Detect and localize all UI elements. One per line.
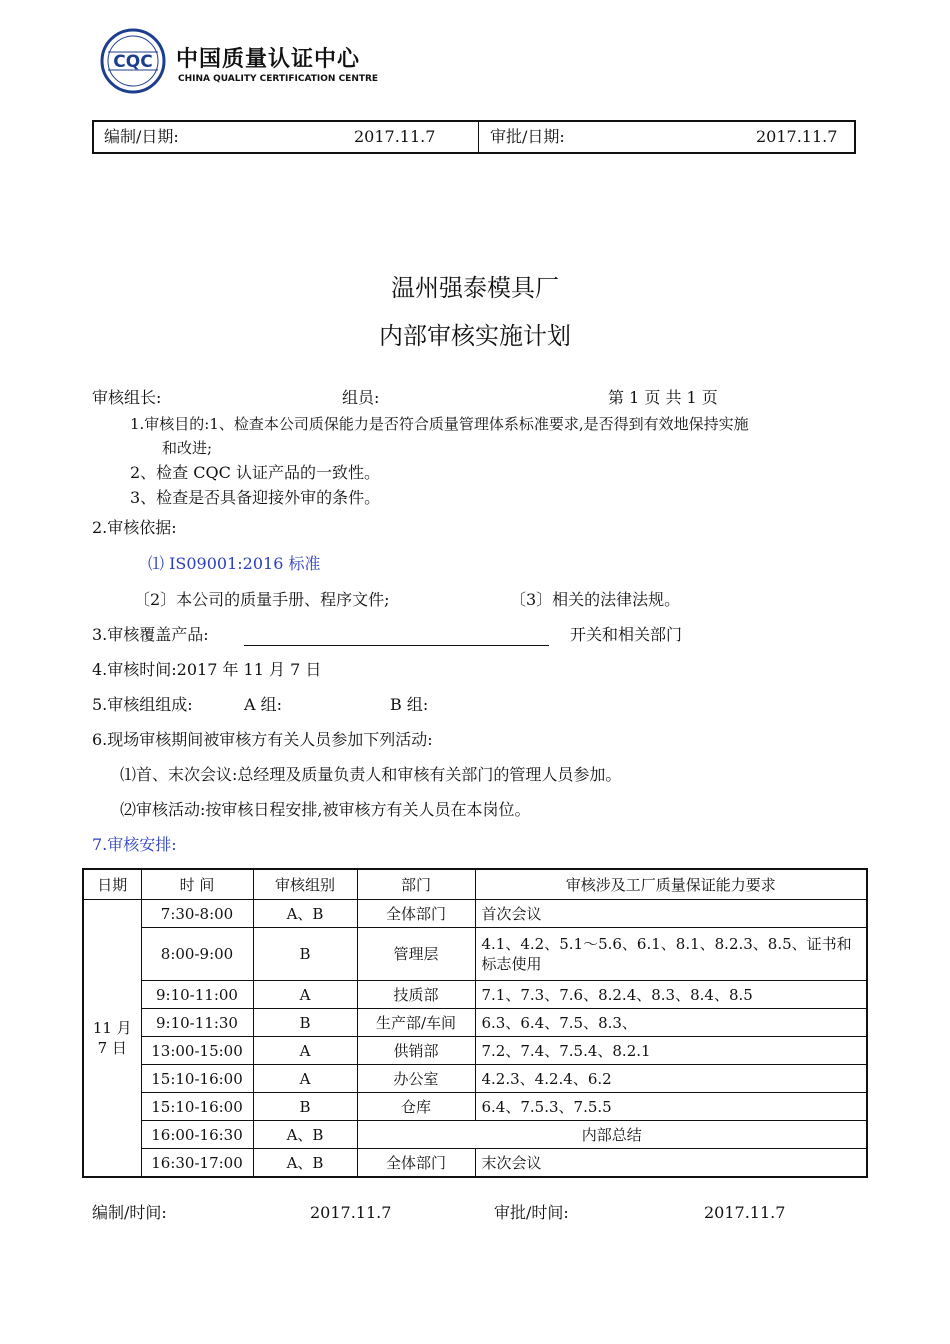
dept-cell: 技质部 [357,981,475,1009]
dept-cell: 全体部门 [357,1149,475,1178]
table-row [83,900,867,928]
dept-cell: 管理层 [357,928,475,981]
audit-schedule-title: 7.审核安排: [92,835,177,854]
onsite-activity-1: ⑴首、末次会议:总经理及质量负责人和审核有关部门的管理人员参加。 [120,765,622,784]
time-cell: 9:10-11:00 [141,981,253,1009]
requirements-cell: 首次会议 [475,900,867,928]
approved-date-label: 审批/日期: [490,127,565,146]
table-row [83,1009,867,1037]
time-cell: 16:30-17:00 [141,1149,253,1178]
table-row [83,1093,867,1121]
group-cell: B [253,1009,357,1037]
audit-products-blank-line [244,645,549,646]
prepared-date-label: 编制/日期: [104,127,179,146]
logo-name-en: CHINA QUALITY CERTIFICATION CENTRE [178,74,379,84]
audit-team-line [92,388,738,408]
col-header-group: 审核组别 [253,869,357,900]
audit-purpose-line-cont: 和改进; [162,439,213,457]
col-header-date: 日期 [83,869,141,900]
audit-basis-item-1: ⑴ IS09001:2016 标准 [148,554,321,573]
table-row [83,1149,867,1178]
audit-products-label: 3.审核覆盖产品: [92,625,209,644]
onsite-activities-title: 6.现场审核期间被审核方有关人员参加下列活动: [92,730,433,749]
team-leader-label: 审核组长: [92,388,162,407]
requirements-cell: 7.2、7.4、7.5.4、8.2.1 [475,1037,867,1065]
time-cell: 7:30-8:00 [141,900,253,928]
document-title: 内部审核实施计划 [379,322,571,350]
group-cell: A [253,981,357,1009]
table-row [83,1121,867,1149]
audit-team-composition-label: 5.审核组组成: [92,695,193,714]
requirements-cell: 6.3、6.4、7.5、8.3、 [475,1009,867,1037]
audit-basis-item-3: 〔3〕相关的法律法规。 [510,590,681,609]
group-cell: B [253,928,357,981]
table-header-row [83,869,867,900]
requirements-cell: 末次会议 [475,1149,867,1178]
audit-purpose-line: 1.审核目的:1、检查本公司质保能力是否符合质量管理体系标准要求,是否得到有效地保持实施 [130,415,749,433]
onsite-activity-2: ⑵审核活动:按审核日程安排,被审核方有关人员在本岗位。 [120,800,531,819]
audit-purpose-item-3: 3、检查是否具备迎接外审的条件。 [130,488,381,507]
table-row [83,1037,867,1065]
dept-cell: 生产部/车间 [357,1009,475,1037]
table-row [83,1065,867,1093]
requirements-cell: 6.4、7.5.3、7.5.5 [475,1093,867,1121]
group-cell: A、B [253,1149,357,1178]
time-cell: 16:00-16:30 [141,1121,253,1149]
header-divider [478,122,479,152]
group-cell: A、B [253,1121,357,1149]
time-cell: 15:10-16:00 [141,1093,253,1121]
audit-time: 4.审核时间:2017 年 11 月 7 日 [92,660,322,679]
audit-schedule-table [82,868,868,1178]
approval-header-box [92,120,856,154]
dept-cell: 仓库 [357,1093,475,1121]
audit-basis-item-2: 〔2〕本公司的质量手册、程序文件; [134,590,390,609]
footer-prepared-date: 2017.11.7 [310,1203,392,1222]
requirements-cell: 4.2.3、4.2.4、6.2 [475,1065,867,1093]
group-cell: A、B [253,900,357,928]
date-day: 7 日 [97,1039,127,1057]
cqc-logo [100,28,379,94]
team-members-label: 组员: [342,388,380,407]
prepared-date-value: 2017.11.7 [354,127,436,146]
group-cell: A [253,1037,357,1065]
logo-name-cn: 中国质量认证中心 [176,47,361,72]
group-cell: A [253,1065,357,1093]
cqc-logo-icon [100,28,166,94]
date-month: 11 月 [92,1019,132,1037]
requirements-cell: 4.1、4.2、5.1～5.6、6.1、8.1、8.2.3、8.5、证书和标志使用 [475,928,867,981]
approved-date-value: 2017.11.7 [756,127,838,146]
footer-approved-date: 2017.11.7 [704,1203,786,1222]
time-cell: 9:10-11:30 [141,1009,253,1037]
company-title: 温州强泰模具厂 [391,274,559,302]
merged-activity-cell: 内部总结 [357,1121,867,1149]
dept-cell: 全体部门 [357,900,475,928]
col-header-dept: 部门 [357,869,475,900]
group-a-label: A 组: [244,695,283,714]
col-header-requirements: 审核涉及工厂质量保证能力要求 [475,869,867,900]
requirements-cell: 7.1、7.3、7.6、8.2.4、8.3、8.4、8.5 [475,981,867,1009]
table-row [83,928,867,981]
audit-purpose-item-2: 2、检查 CQC 认证产品的一致性。 [130,463,380,482]
time-cell: 8:00-9:00 [141,928,253,981]
group-b-label: B 组: [390,695,429,714]
page-number: 第 1 页 共 1 页 [608,388,718,407]
group-cell: B [253,1093,357,1121]
dept-cell: 供销部 [357,1037,475,1065]
svg-text:CQC: CQC [113,52,153,72]
audit-basis-title: 2.审核依据: [92,518,177,537]
audit-products-value: 开关和相关部门 [570,625,683,644]
footer-prepared-label: 编制/时间: [92,1203,167,1222]
col-header-time: 时 间 [141,869,253,900]
time-cell: 13:00-15:00 [141,1037,253,1065]
date-cell [83,900,141,1178]
table-row [83,981,867,1009]
dept-cell: 办公室 [357,1065,475,1093]
footer-approved-label: 审批/时间: [494,1203,569,1222]
time-cell: 15:10-16:00 [141,1065,253,1093]
